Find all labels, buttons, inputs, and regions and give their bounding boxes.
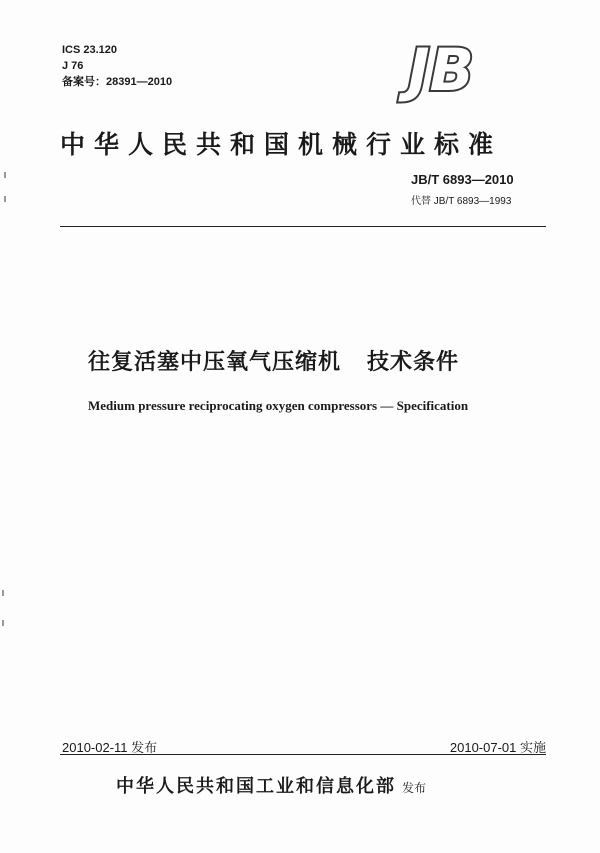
industry-standard-title: 中华人民共和国机械行业标准 — [60, 130, 503, 159]
ics-code: ICS 23.120 — [62, 44, 118, 56]
english-title: Medium pressure reciprocating oxygen compressors — Specification — [88, 398, 469, 413]
top-divider — [60, 226, 546, 227]
scan-mark — [4, 172, 6, 178]
issue-date: 2010-02-11 发布 — [62, 740, 158, 755]
publisher-line — [116, 772, 426, 798]
jb-logo-text: JB — [408, 36, 474, 104]
implementation-date: 2010-07-01 实施 — [449, 740, 546, 755]
ccs-code: J 76 — [62, 60, 84, 72]
chinese-title — [88, 345, 459, 376]
replaces-standard: 代替 JB/T 6893—1993 — [411, 196, 512, 207]
scan-mark — [4, 196, 6, 202]
scan-mark — [2, 590, 4, 596]
chinese-title-main: 往复活塞中压氧气压缩机 — [88, 350, 342, 375]
standard-code: JB/T 6893—2010 — [411, 172, 514, 187]
publisher-name: 中华人民共和国工业和信息化部 — [116, 776, 396, 797]
jb-logo — [408, 36, 528, 104]
bottom-divider — [60, 754, 546, 755]
publisher-suffix: 发布 — [402, 781, 427, 795]
classification-block — [62, 42, 172, 90]
filing-number: 备案号：28391—2010 — [62, 76, 173, 88]
scan-mark — [2, 620, 4, 626]
chinese-title-sub: 技术条件 — [367, 350, 460, 375]
